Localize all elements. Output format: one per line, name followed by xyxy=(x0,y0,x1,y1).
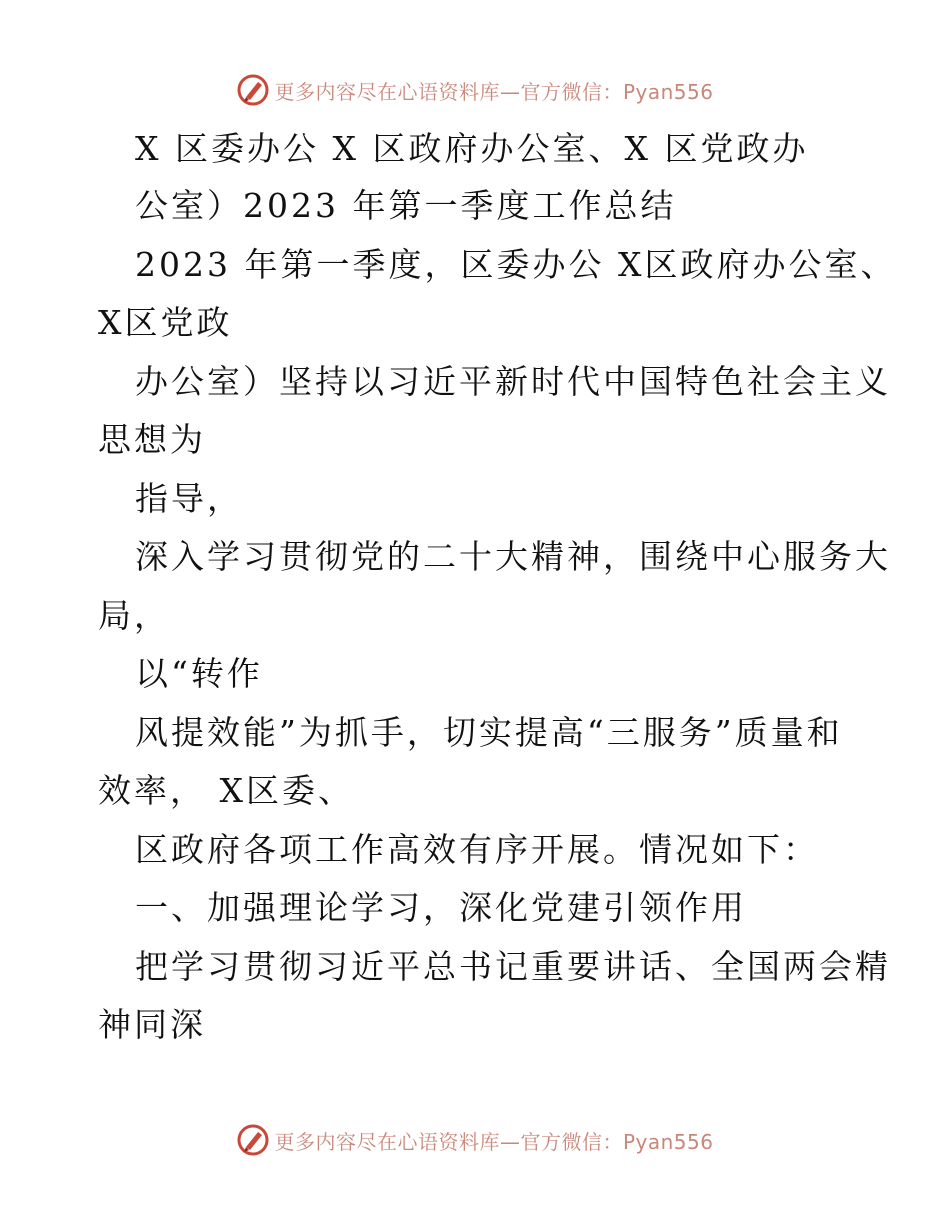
pen-logo-icon xyxy=(236,73,270,107)
paragraph-line: 思想为 xyxy=(98,420,206,459)
paragraph-line: 效率， X区委、 xyxy=(98,771,354,810)
paragraph-line: 深入学习贯彻党的二十大精神，围绕中心服务大 xyxy=(135,537,891,576)
watermark-banner-top xyxy=(0,70,950,110)
paragraph-line: 以“转作 xyxy=(135,654,263,693)
paragraph-line: 局， xyxy=(98,596,170,635)
paragraph-line: 神同深 xyxy=(98,1005,206,1044)
paragraph-line: 2023 年第一季度，区委办公 X区政府办公室、 xyxy=(135,245,897,284)
paragraph-line: 风提效能”为抓手，切实提高“三服务”质量和 xyxy=(135,713,843,752)
title-line-1: X 区委办公 X 区政府办公室、X 区党政办 xyxy=(135,129,809,168)
pen-logo-icon xyxy=(236,1123,270,1157)
watermark-text: 更多内容尽在心语资料库—官方微信：Pyan556 xyxy=(274,1129,714,1154)
paragraph-line: 把学习贯彻习近平总书记重要讲话、全国两会精 xyxy=(135,947,891,986)
watermark-banner-bottom xyxy=(0,1120,950,1160)
paragraph-line: 办公室）坚持以习近平新时代中国特色社会主义 xyxy=(135,362,891,401)
paragraph-line: 区政府各项工作高效有序开展。情况如下： xyxy=(135,830,819,869)
section-heading: 一、加强理论学习，深化党建引领作用 xyxy=(135,888,747,927)
paragraph-line: X区党政 xyxy=(98,303,233,342)
title-line-2: 公室）2023 年第一季度工作总结 xyxy=(135,186,677,225)
paragraph-line: 指导， xyxy=(135,479,243,518)
watermark-text: 更多内容尽在心语资料库—官方微信：Pyan556 xyxy=(274,79,714,104)
